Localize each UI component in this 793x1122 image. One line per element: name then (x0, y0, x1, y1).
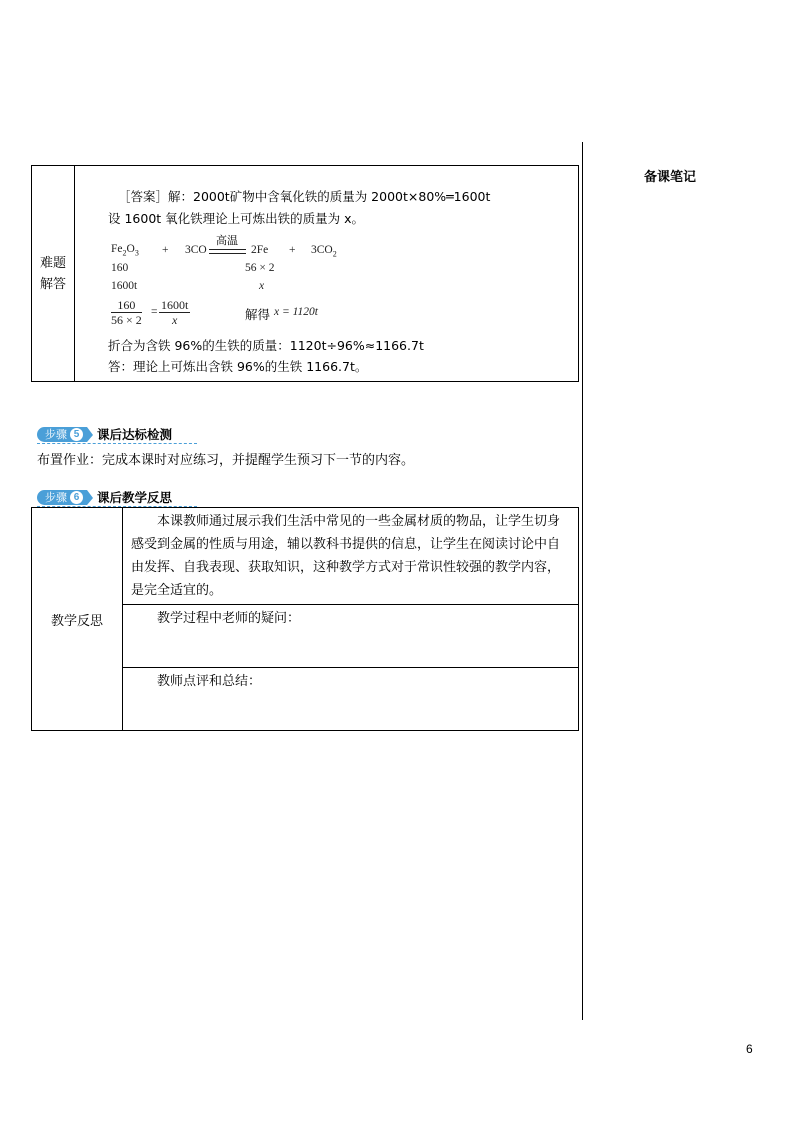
step6-number: 6 (70, 491, 83, 504)
difficulty-content (75, 166, 579, 382)
question-cell[interactable] (123, 605, 579, 668)
reaction-arrow (209, 249, 246, 254)
plus-sign-1: + (162, 244, 169, 256)
reflection-table (31, 507, 579, 731)
fraction-left-numerator: 160 (111, 298, 142, 313)
mass-1600t: 1600t (111, 280, 138, 292)
product-2fe: 2Fe (251, 244, 269, 256)
homework-text: 布置作业：完成本课时对应练习，并提醒学生预习下一节的内容。 (37, 453, 415, 468)
fraction-left (111, 298, 142, 327)
solve-value: x = 1120t (274, 306, 318, 318)
fraction-left-denominator: 56 × 2 (111, 313, 142, 327)
reaction-condition: 高温 (216, 234, 238, 247)
notes-divider (582, 142, 583, 1020)
difficulty-table (31, 165, 579, 382)
question-label: 教学过程中老师的疑问： (157, 611, 301, 626)
step5-badge-label: 步骤 (45, 427, 67, 441)
reflection-text: 本课教师通过展示我们生活中常见的一些金属材质的物品，让学生切身感受到金属的性质与用途，辅以教科书提供的信息，让学生在阅读讨论中自由发挥、自我表现、获取知识，这种教学方式对于常识性较强的教学内容，是完全适宜的。 (131, 514, 561, 598)
difficulty-label-line1: 难题 (39, 255, 66, 271)
product-3co2: $3CO_2$ (311, 244, 337, 259)
answer-line-2: 设 1600t 氧化铁理论上可炼出铁的质量为 x。 (108, 211, 365, 226)
reflection-label: 教学反思 (32, 508, 123, 731)
convert-line: 折合为含铁 96%的生铁的质量：1120t÷96%≈1166.7t (108, 338, 424, 353)
reactant-3co: 3CO (185, 244, 207, 256)
step6-title: 课后教学反思 (97, 490, 173, 505)
plus-sign-2: + (289, 244, 296, 256)
solve-label: 解得 (245, 307, 271, 322)
page-number: 6 (746, 1042, 753, 1056)
summary-cell[interactable] (123, 668, 579, 731)
final-answer-line: 答：理论上可炼出含铁 96%的生铁 1166.7t。 (108, 359, 368, 374)
mass-160: 160 (111, 262, 129, 274)
fraction-right-numerator: 1600t (161, 298, 189, 312)
fraction-right-denominator: x (172, 313, 178, 327)
step6-heading (37, 489, 172, 505)
equals-sign: = (151, 306, 158, 318)
lesson-notes-title: 备课笔记 (643, 170, 696, 185)
step6-badge-label: 步骤 (45, 490, 67, 504)
step5-number: 5 (70, 428, 83, 441)
summary-label: 教师点评和总结： (157, 674, 262, 689)
fraction-right (159, 298, 190, 327)
mass-56x2: 56 × 2 (245, 262, 275, 274)
step5-title: 课后达标检测 (97, 427, 173, 442)
answer-line-1: ［答案］解：2000t矿物中含氧化铁的质量为 2000t×80%═1600t (118, 189, 491, 204)
step5-underline (37, 443, 197, 444)
step5-badge-tail (87, 427, 93, 442)
reflection-text-cell (123, 508, 579, 605)
step6-badge (37, 490, 87, 505)
reactant-fe2o3: $Fe_2O_3$ (111, 243, 139, 258)
step6-badge-tail (87, 490, 93, 505)
difficulty-label (32, 166, 75, 382)
mass-x: x (259, 280, 265, 292)
difficulty-label-line2: 解答 (39, 276, 66, 292)
step5-heading (37, 426, 172, 442)
step5-badge (37, 427, 87, 442)
